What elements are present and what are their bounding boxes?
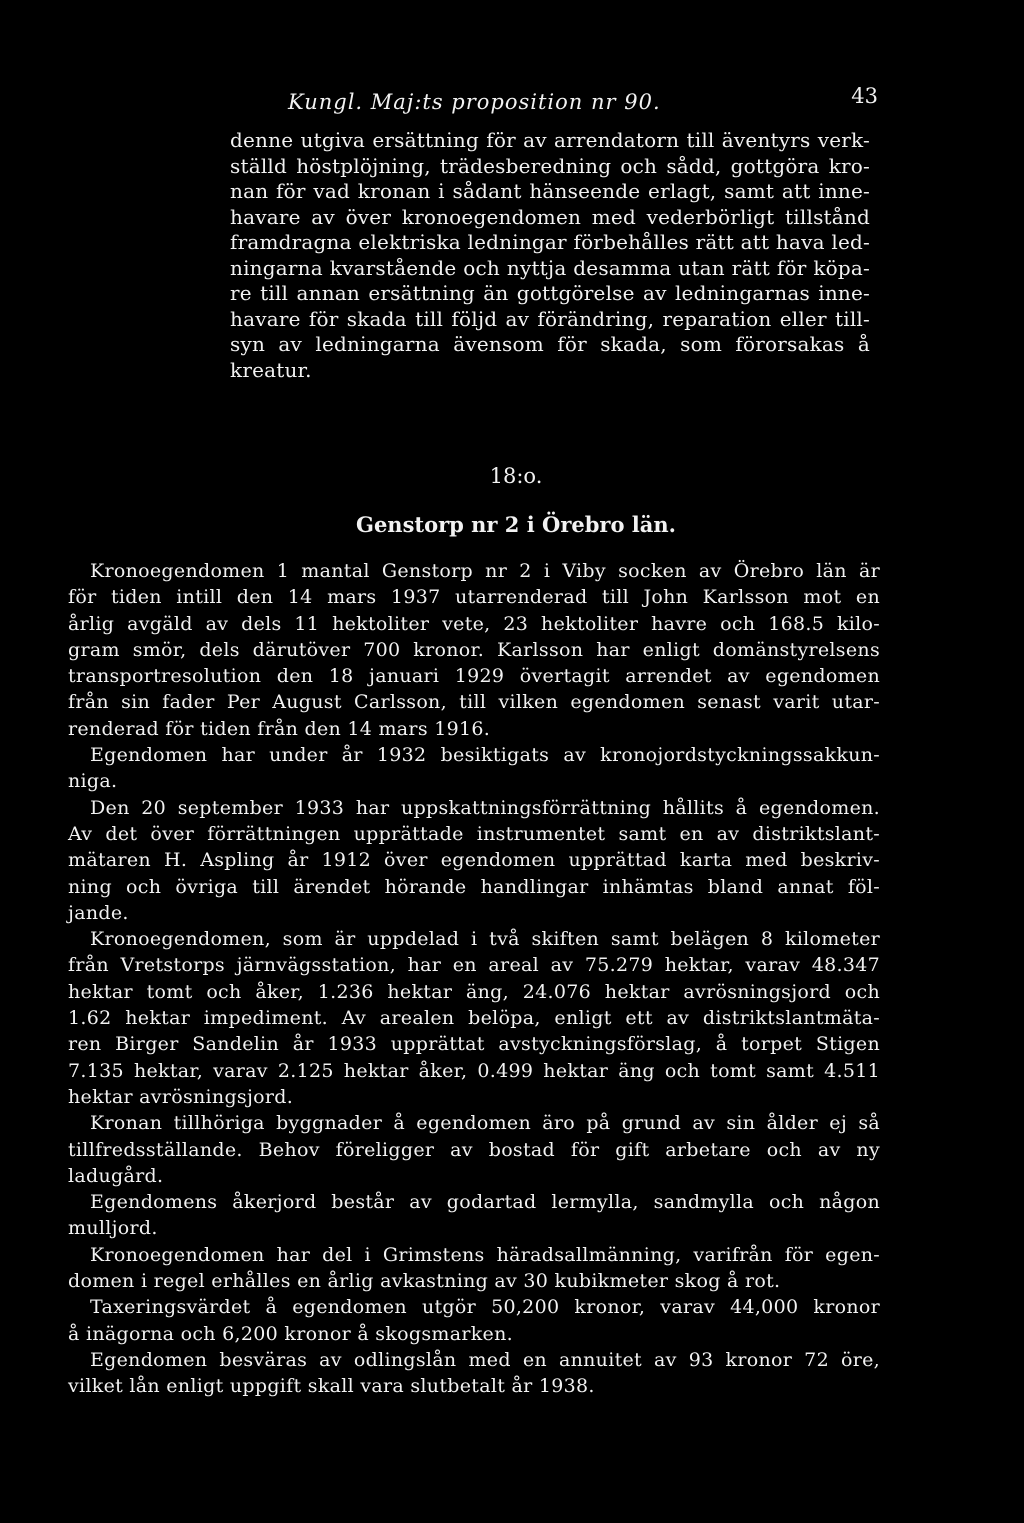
text-line: hektar avrösningsjord. xyxy=(68,1085,294,1108)
text-line: ställd höstplöjning, trädesberedning och sådd, gottgöra kro- xyxy=(230,153,870,178)
text-line: Den 20 september 1933 har uppskattningsförrättning hållits å egendomen. xyxy=(90,796,880,819)
text-line: ladugård. xyxy=(68,1164,164,1187)
text-line: Kronoegendomen, som är uppdelad i två skiften samt belägen 8 kilometer xyxy=(90,928,880,951)
page-number: 43 xyxy=(851,84,878,108)
text-line: syn av ledningarna ävensom för skada, som förorsakas å xyxy=(230,332,870,356)
text-line: mätaren H. Aspling år 1912 över egendomen upprättad karta med beskriv- xyxy=(68,849,880,872)
text-line: årlig avgäld av dels 11 hektoliter vete, 23 hektoliter havre och 168.5 kilo- xyxy=(68,612,880,635)
text-line: havare av över kronoegendomen med vederbörligt tillstånd xyxy=(230,204,870,229)
text-line: framdragna elektriska ledningar förbehålles rätt att hava led- xyxy=(230,230,870,254)
page-header xyxy=(288,84,878,120)
text-line: nan för vad kronan i sådant hänseende erlagt, samt att inne- xyxy=(230,179,870,203)
text-line: Egendomen har under år 1932 besiktigats av kronojordstyckningssakkun- xyxy=(90,744,880,767)
text-line: å inägorna och 6,200 kronor å skogsmarken. xyxy=(68,1322,513,1345)
text-line: domen i regel erhålles en årlig avkastning av 30 kubikmeter skog å rot. xyxy=(68,1270,781,1293)
text-line: denne utgiva ersättning för av arrendatorn till äventyrs verk- xyxy=(230,128,870,152)
text-line: jande. xyxy=(68,901,129,924)
text-line: Egendomen besväras av odlingslån med en annuitet av 93 kronor 72 öre, xyxy=(90,1348,880,1371)
section-body xyxy=(68,558,880,1400)
text-line: gram smör, dels därutöver 700 kronor. Karlsson har enligt domänstyrelsens xyxy=(68,638,880,661)
text-line: Taxeringsvärdet å egendomen utgör 50,200 kronor, varav 44,000 kronor xyxy=(90,1296,880,1319)
text-line: från Vretstorps järnvägsstation, har en areal av 75.279 hektar, varav 48.347 xyxy=(68,954,880,977)
section-title: Genstorp nr 2 i Örebro län. xyxy=(356,512,676,537)
running-title: Kungl. Maj:ts proposition nr 90. xyxy=(288,90,661,114)
text-line: Av det över förrättningen upprättade instrumentet samt en av distriktslant- xyxy=(68,822,880,845)
text-line: Kronoegendomen 1 mantal Genstorp nr 2 i Viby socken av Örebro län är xyxy=(90,560,880,582)
text-line: ning och övriga till ärendet hörande handlingar inhämtas bland annat föl- xyxy=(68,875,880,898)
section-number: 18:o. xyxy=(489,464,543,488)
text-line: vilket lån enligt uppgift skall vara slutbetalt år 1938. xyxy=(68,1375,595,1398)
text-line: re till annan ersättning än gottgörelse av ledningarnas inne- xyxy=(230,281,870,305)
text-line: tillfredsställande. Behov föreligger av bostad för gift arbetare och av ny xyxy=(68,1138,880,1161)
text-line: havare för skada till följd av förändring, reparation eller till- xyxy=(230,306,870,331)
text-line: niga. xyxy=(68,770,118,793)
text-line: 7.135 hektar, varav 2.125 hektar åker, 0.499 hektar äng och tomt samt 4.511 xyxy=(68,1059,880,1082)
text-line: ren Birger Sandelin år 1933 upprättat avstyckningsförslag, å torpet Stigen xyxy=(68,1033,880,1056)
text-line: Egendomens åkerjord består av godartad lermylla, sandmylla och någon xyxy=(90,1191,880,1214)
text-line: mulljord. xyxy=(68,1217,158,1240)
text-line: ningarna kvarstående och nyttja desamma utan rätt för köpa- xyxy=(230,255,870,280)
text-line: Kronan tillhöriga byggnader å egendomen äro på grund av sin ålder ej så xyxy=(90,1112,880,1135)
continued-paragraph xyxy=(230,128,870,383)
text-line: 1.62 hektar impediment. Av arealen belöpa, enligt ett av distriktslantmäta- xyxy=(68,1007,880,1030)
text-line: renderad för tiden från den 14 mars 1916. xyxy=(68,717,491,740)
text-line: för tiden intill den 14 mars 1937 utarrenderad till John Karlsson mot en xyxy=(68,586,880,609)
text-line: från sin fader Per August Carlsson, till vilken egendomen senast varit utar- xyxy=(68,691,880,714)
text-line: Kronoegendomen har del i Grimstens häradsallmänning, varifrån för egen- xyxy=(90,1243,880,1266)
text-line: transportresolution den 18 januari 1929 övertagit arrendet av egendomen xyxy=(68,665,880,688)
text-line: hektar tomt och åker, 1.236 hektar äng, 24.076 hektar avrösningsjord och xyxy=(68,980,880,1003)
text-line: kreatur. xyxy=(230,357,312,382)
